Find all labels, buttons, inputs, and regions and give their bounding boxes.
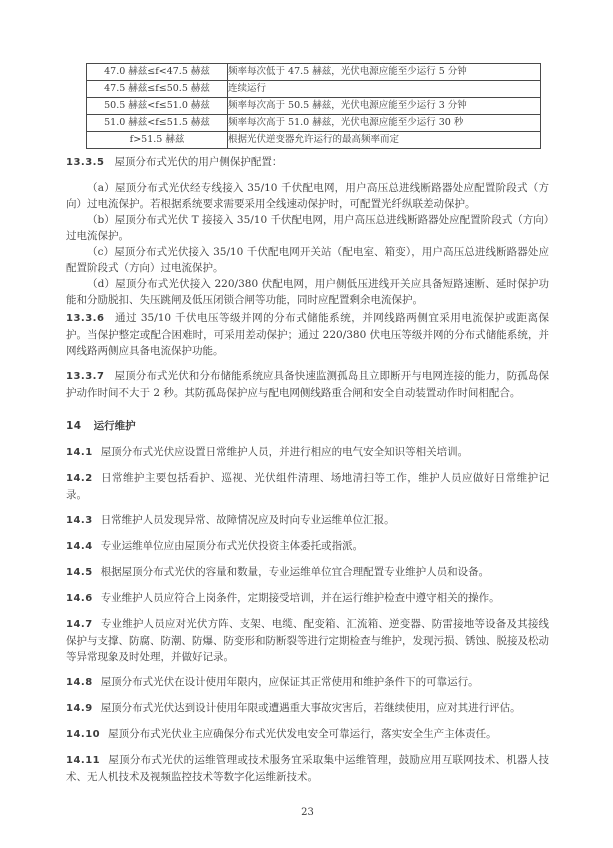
clause-text: 屋顶分布式光伏的用户侧保护配置： (114, 156, 283, 168)
clause-14-8 (66, 674, 549, 691)
clause-number: 14.1 (66, 447, 93, 458)
frequency-range-cell: 50.5 赫兹<f≤51.0 赫兹 (87, 98, 228, 115)
clause-text: 专业维护人员应符合上岗条件，定期接受培训，并在运行维护检查中遵守相关的操作。 (100, 592, 500, 604)
clause-14-5 (66, 564, 549, 581)
clause-14-4 (66, 538, 549, 555)
subclause-d: （d）屋顶分布式光伏接入 220/380 伏配电网，用户侧低压进线开关应具备短路速断、延时保护功能和分励脱扣、失压跳闸及低压闭锁合闸等功能，同时应配置剩余电流保护。 (66, 278, 549, 306)
page-content (66, 63, 549, 818)
clause-number: 14.6 (66, 593, 93, 604)
clause-number: 14.9 (66, 703, 93, 714)
frequency-range-cell: f>51.5 赫兹 (87, 132, 228, 149)
frequency-range-cell: 47.0 赫兹≤f<47.5 赫兹 (87, 64, 228, 81)
clause-13-3-5 (66, 154, 549, 171)
subclause-b: （b）屋顶分布式光伏 T 接接入 35/10 千伏配电网，用户高压总进线断路器处应配置阶段式（方向）过电流保护。 (66, 214, 549, 242)
section-title: 运行维护 (93, 420, 136, 432)
clause-number: 13.3.5 (66, 157, 105, 168)
clause-number: 13.3.7 (66, 371, 105, 382)
clause-text: 屋顶分布式光伏和分布储能系统应具备快速监测孤岛且立即断开与电网连接的能力，防孤岛保护动作时间不大于 2 秒。其防孤岛保护应与配电网侧线路重合闸和安全自动装置动作时间相配合。 (66, 370, 549, 399)
table-row (87, 98, 541, 115)
clause-text: 日常维护主要包括看护、巡视、光伏组件清理、场地清扫等工作，维护人员应做好日常维护记录。 (66, 472, 549, 501)
clause-14-9 (66, 700, 549, 717)
subclause-c: （c）屋顶分布式光伏接入 35/10 千伏配电网开关站（配电室、箱变），用户高压总进线断路器处应配置阶段式（方向）过电流保护。 (66, 246, 549, 274)
clause-13-3-7 (66, 368, 549, 401)
clause-13-3-5-subitems (66, 180, 549, 308)
clause-13-3-6 (66, 310, 549, 359)
clause-text: 屋顶分布式光伏业主应确保分布式光伏发电安全可靠运行，落实安全生产主体责任。 (108, 728, 497, 740)
page-number: 23 (301, 807, 314, 818)
clause-number: 13.3.6 (66, 313, 105, 324)
clause-text: 日常维护人员发现异常、故障情况应及时向专业运维单位汇报。 (100, 514, 395, 526)
clause-14-7 (66, 616, 549, 665)
clause-14-10 (66, 726, 549, 743)
clause-number: 14.4 (66, 541, 93, 552)
table-row (87, 64, 541, 81)
clause-number: 14.8 (66, 677, 93, 688)
clause-text: 屋顶分布式光伏应设置日常维护人员，并进行相应的电气安全知识等相关培训。 (100, 446, 469, 458)
frequency-response-table (86, 63, 541, 149)
section-number: 14 (66, 420, 82, 432)
page-footer (66, 807, 549, 818)
requirement-cell: 连续运行 (228, 81, 541, 98)
clause-number: 14.2 (66, 473, 93, 484)
requirement-cell: 频率每次高于 50.5 赫兹，光伏电源应能至少运行 3 分钟 (228, 98, 541, 115)
clause-14-11 (66, 752, 549, 785)
clause-14-2 (66, 470, 549, 503)
requirement-cell: 频率每次高于 51.0 赫兹，光伏电源应能至少运行 30 秒 (228, 115, 541, 132)
clause-text: 屋顶分布式光伏在设计使用年限内，应保证其正常使用和维护条件下的可靠运行。 (100, 676, 479, 688)
table-row (87, 132, 541, 149)
clause-number: 14.5 (66, 567, 93, 578)
subclause-a: （a）屋顶分布式光伏经专线接入 35/10 千伏配电网，用户高压总进线断路器处应配置阶段式（方向）过电流保护。若根据系统要求需要采用全线速动保护时，可配置光纤纵联差动保护。 (66, 182, 549, 210)
clause-text: 专业运维单位应由屋顶分布式光伏投资主体委托或指派。 (100, 540, 364, 552)
clause-text: 专业维护人员应对光伏方阵、支架、电缆、配变箱、汇流箱、逆变器、防雷接地等设备及其接线保护与支撑、防腐、防潮、防爆、防变形和防断裂等进行定期检查与维护，发现污损、锈蚀、脱接及松动等异常现象及时处理，并做好记录。 (66, 618, 549, 663)
clause-text: 根据屋顶分布式光伏的容量和数量，专业运维单位宜合理配置专业维护人员和设备。 (100, 566, 490, 578)
clause-number: 14.3 (66, 515, 93, 526)
section-14-heading (66, 418, 549, 435)
requirement-cell: 根据光伏逆变器允许运行的最高频率而定 (228, 132, 541, 149)
frequency-range-cell: 51.0 赫兹<f≤51.5 赫兹 (87, 115, 228, 132)
clause-text: 屋顶分布式光伏的运维管理或技术服务宜采取集中运维管理，鼓励应用互联网技术、机器人技术、无人机技术及视频监控技术等数字化运维新技术。 (66, 754, 549, 783)
requirement-cell: 频率每次低于 47.5 赫兹，光伏电源应能至少运行 5 分钟 (228, 64, 541, 81)
clause-14-6 (66, 590, 549, 607)
table-row (87, 81, 541, 98)
clause-text: 通过 35/10 千伏电压等级并网的分布式储能系统，并网线路两侧宜采用电流保护或距离保护。当保护整定或配合困难时，可采用差动保护；通过 220/380 伏电压等级并网的分布式储能系统，并网线路两侧应具备电流保护功能。 (66, 312, 549, 357)
clause-14-1 (66, 444, 549, 461)
frequency-range-cell: 47.5 赫兹≤f≤50.5 赫兹 (87, 81, 228, 98)
clause-number: 14.7 (66, 619, 93, 630)
clause-number: 14.10 (66, 729, 101, 740)
table-row (87, 115, 541, 132)
clause-text: 屋顶分布式光伏达到设计使用年限或遭遇重大事故灾害后，若继续使用，应对其进行评估。 (100, 702, 521, 714)
clause-14-3 (66, 512, 549, 529)
clause-number: 14.11 (66, 755, 101, 766)
